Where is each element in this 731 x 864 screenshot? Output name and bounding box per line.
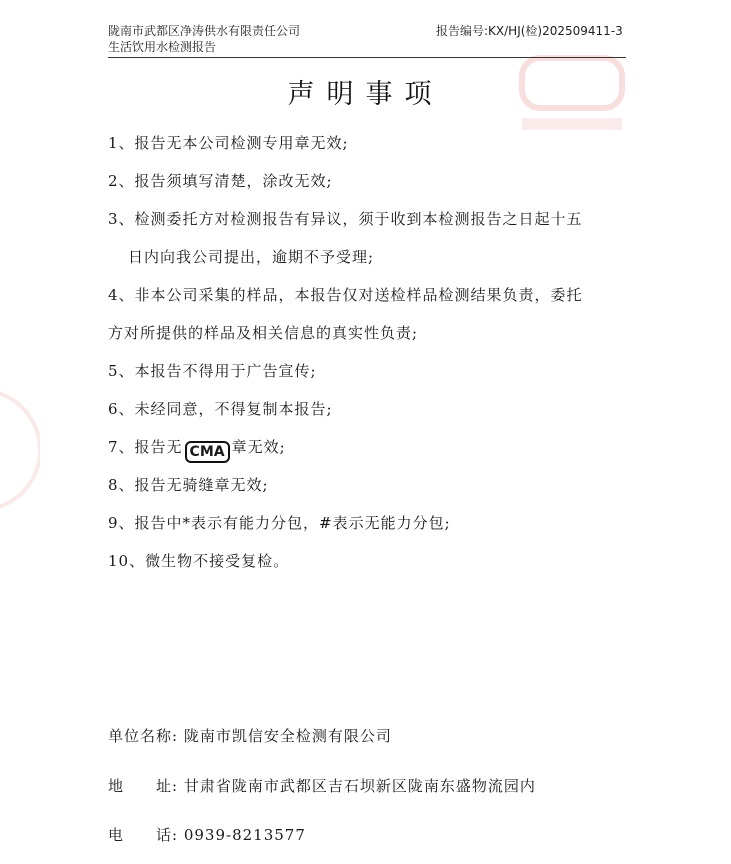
- footer-unit-label: 单位名称:: [108, 727, 179, 745]
- footer-phone-value: 0939-8213577: [183, 826, 306, 844]
- faint-seal-watermark: [0, 380, 40, 520]
- footer-unit-value: 陇南市凯信安全检测有限公司: [183, 727, 392, 745]
- statement-item-9: 9、报告中*表示有能力分包，#表示无能力分包;: [108, 514, 451, 532]
- statement-item-8: 8、报告无骑缝章无效;: [108, 476, 269, 494]
- footer-address-value: 甘肃省陇南市武都区吉石坝新区陇南东盛物流园内: [183, 777, 536, 795]
- header-report-type: 生活饮用水检测报告: [108, 40, 217, 54]
- statement-item-2: 2、报告须填写清楚，涂改无效;: [108, 172, 333, 190]
- footer-phone-label: 电 话:: [108, 826, 179, 844]
- footer-address-label: 地 址:: [108, 777, 179, 795]
- statement-item-3: 3、检测委托方对检测报告有异议，须于收到本检测报告之日起十五: [108, 210, 583, 228]
- statement-item-7-prefix: 7、报告无: [108, 438, 183, 456]
- statement-item-6: 6、未经同意，不得复制本报告;: [108, 400, 333, 418]
- statement-item-5: 5、本报告不得用于广告宣传;: [108, 362, 317, 380]
- statement-item-7: [108, 437, 286, 463]
- footer-unit: [108, 725, 392, 746]
- header-divider: [108, 57, 626, 58]
- statement-item-3-cont: 日内向我公司提出，逾期不予受理;: [128, 248, 375, 266]
- header-company: 陇南市武都区净涛供水有限责任公司: [108, 24, 301, 38]
- statement-item-7-suffix: 章无效;: [231, 438, 286, 456]
- page-title: 声明事项: [287, 79, 444, 110]
- statement-item-10: 10、微生物不接受复检。: [108, 552, 290, 570]
- statement-item-4-cont: 方对所提供的样品及相关信息的真实性负责;: [108, 324, 419, 342]
- cma-mark-icon: CMA: [185, 441, 230, 463]
- header-report-number: 报告编号:KX/HJ(检)202509411-3: [436, 24, 623, 38]
- statement-item-1: 1、报告无本公司检测专用章无效;: [108, 134, 349, 152]
- footer-address: [108, 775, 536, 796]
- statement-item-4: 4、非本公司采集的样品，本报告仅对送检样品检测结果负责，委托: [108, 286, 583, 304]
- footer-phone: [108, 824, 306, 845]
